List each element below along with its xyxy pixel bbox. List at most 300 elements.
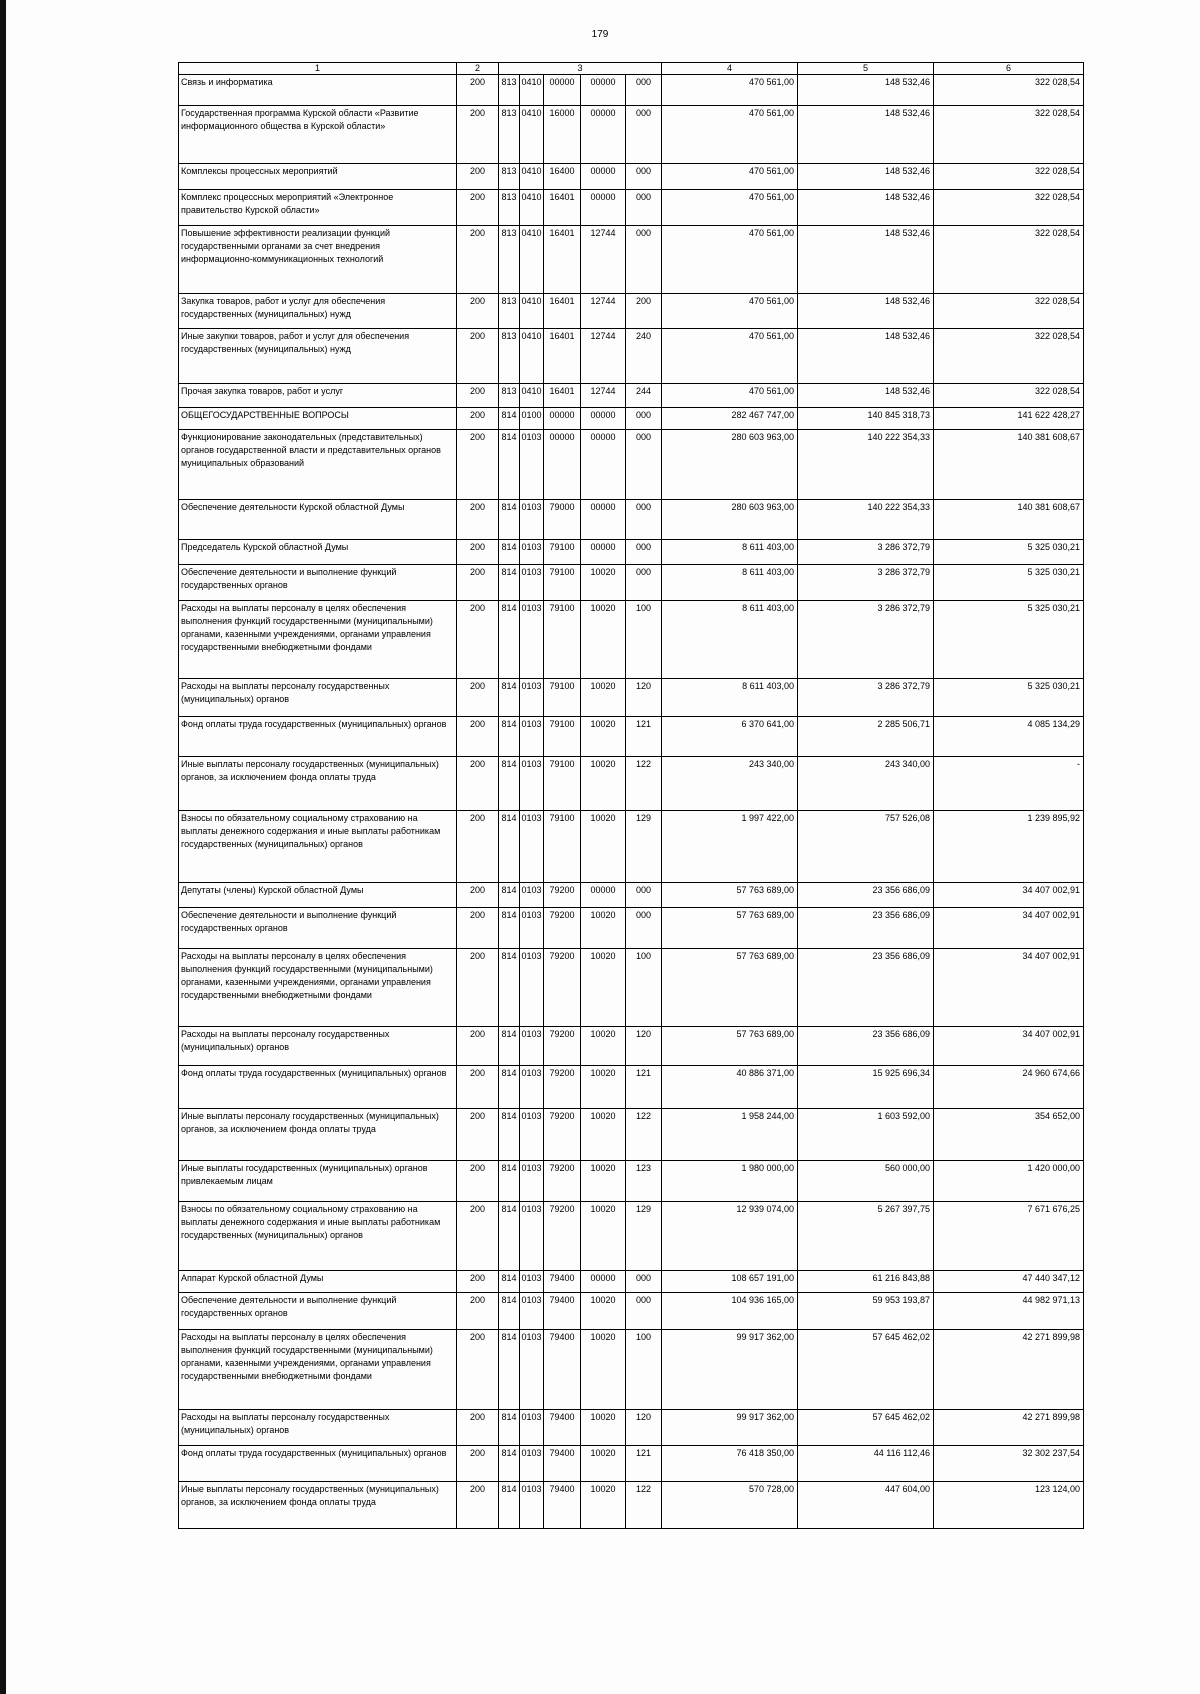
admin-code: 814 [499,1066,520,1109]
approved-amount: 99 917 362,00 [662,1330,798,1410]
executed-amount: 2 285 506,71 [798,717,934,757]
expense-type-code: 000 [626,540,662,565]
program-code: 79400 [544,1293,581,1330]
table-row [179,1446,1084,1482]
program-code: 16400 [544,164,581,190]
approved-amount: 1 980 000,00 [662,1161,798,1202]
line-code: 200 [457,106,499,164]
expense-type-code: 100 [626,949,662,1027]
line-code: 200 [457,540,499,565]
direction-code: 10020 [581,1027,626,1066]
section-code: 0103 [520,811,544,883]
direction-code: 10020 [581,949,626,1027]
unexecuted-amount: - [934,757,1084,811]
program-code: 79100 [544,717,581,757]
program-code: 16401 [544,329,581,384]
direction-code: 00000 [581,190,626,226]
direction-code: 10020 [581,1293,626,1330]
admin-code: 814 [499,757,520,811]
unexecuted-amount: 47 440 347,12 [934,1271,1084,1293]
table-row [179,500,1084,540]
table-row [179,106,1084,164]
executed-amount: 148 532,46 [798,294,934,329]
table-body [179,75,1084,1529]
line-code: 200 [457,408,499,430]
section-code: 0103 [520,1109,544,1161]
expense-type-code: 121 [626,1066,662,1109]
expense-type-code: 244 [626,384,662,408]
table-row [179,1293,1084,1330]
admin-code: 814 [499,908,520,949]
unexecuted-amount: 322 028,54 [934,329,1084,384]
unexecuted-amount: 32 302 237,54 [934,1446,1084,1482]
approved-amount: 99 917 362,00 [662,1410,798,1446]
admin-code: 814 [499,1410,520,1446]
table-row [179,811,1084,883]
admin-code: 814 [499,601,520,679]
admin-code: 814 [499,1293,520,1330]
table-row [179,329,1084,384]
expense-type-code: 122 [626,1109,662,1161]
expense-type-code: 100 [626,1330,662,1410]
row-description: Расходы на выплаты персоналу государственных (муниципальных) органов [179,1027,457,1066]
section-code: 0103 [520,1482,544,1529]
admin-code: 814 [499,408,520,430]
program-code: 79200 [544,1161,581,1202]
approved-amount: 12 939 074,00 [662,1202,798,1271]
unexecuted-amount: 34 407 002,91 [934,908,1084,949]
unexecuted-amount: 5 325 030,21 [934,601,1084,679]
program-code: 16401 [544,294,581,329]
unexecuted-amount: 322 028,54 [934,226,1084,294]
line-code: 200 [457,164,499,190]
row-description: Взносы по обязательному социальному страхованию на выплаты денежного содержания и иные выплаты работникам государственных (муниципальных) органов [179,811,457,883]
expense-type-code: 000 [626,1271,662,1293]
line-code: 200 [457,329,499,384]
approved-amount: 1 958 244,00 [662,1109,798,1161]
unexecuted-amount: 322 028,54 [934,164,1084,190]
row-description: Расходы на выплаты персоналу в целях обеспечения выполнения функций государственными (муниципальными) органами, казенными учреждениями, органами управления государственными внебюджетными фондами [179,601,457,679]
section-code: 0103 [520,540,544,565]
row-description: Фонд оплаты труда государственных (муниципальных) органов [179,1446,457,1482]
table-row [179,430,1084,500]
table-row [179,565,1084,601]
unexecuted-amount: 1 239 895,92 [934,811,1084,883]
direction-code: 00000 [581,75,626,106]
program-code: 79100 [544,757,581,811]
admin-code: 813 [499,75,520,106]
admin-code: 814 [499,430,520,500]
row-description: Закупка товаров, работ и услуг для обеспечения государственных (муниципальных) нужд [179,294,457,329]
line-code: 200 [457,717,499,757]
row-description: Иные выплаты персоналу государственных (муниципальных) органов, за исключением фонда оплаты труда [179,1109,457,1161]
approved-amount: 280 603 963,00 [662,430,798,500]
approved-amount: 470 561,00 [662,106,798,164]
admin-code: 814 [499,1271,520,1293]
unexecuted-amount: 322 028,54 [934,190,1084,226]
admin-code: 813 [499,106,520,164]
admin-code: 813 [499,226,520,294]
table-row [179,408,1084,430]
direction-code: 10020 [581,1482,626,1529]
table-row [179,384,1084,408]
row-description: Расходы на выплаты персоналу государственных (муниципальных) органов [179,679,457,717]
direction-code: 10020 [581,1410,626,1446]
section-code: 0410 [520,294,544,329]
row-description: Расходы на выплаты персоналу в целях обеспечения выполнения функций государственными (муниципальными) органами, казенными учреждениями, органами управления государственными внебюджетными фондами [179,1330,457,1410]
approved-amount: 470 561,00 [662,190,798,226]
expense-type-code: 000 [626,164,662,190]
row-description: Иные выплаты государственных (муниципальных) органов привлекаемым лицам [179,1161,457,1202]
executed-amount: 57 645 462,02 [798,1330,934,1410]
executed-amount: 757 526,08 [798,811,934,883]
unexecuted-amount: 5 325 030,21 [934,540,1084,565]
direction-code: 10020 [581,1446,626,1482]
section-code: 0410 [520,226,544,294]
unexecuted-amount: 140 381 608,67 [934,500,1084,540]
approved-amount: 104 936 165,00 [662,1293,798,1330]
expense-type-code: 240 [626,329,662,384]
program-code: 79200 [544,1027,581,1066]
line-code: 200 [457,1482,499,1529]
admin-code: 814 [499,500,520,540]
expense-type-code: 129 [626,1202,662,1271]
unexecuted-amount: 34 407 002,91 [934,949,1084,1027]
header-row [179,63,1084,75]
admin-code: 814 [499,811,520,883]
line-code: 200 [457,430,499,500]
expense-type-code: 000 [626,75,662,106]
unexecuted-amount: 42 271 899,98 [934,1410,1084,1446]
program-code: 79100 [544,565,581,601]
expense-type-code: 129 [626,811,662,883]
line-code: 200 [457,500,499,540]
approved-amount: 570 728,00 [662,1482,798,1529]
expense-type-code: 120 [626,1027,662,1066]
admin-code: 814 [499,565,520,601]
executed-amount: 140 222 354,33 [798,500,934,540]
program-code: 79200 [544,908,581,949]
approved-amount: 8 611 403,00 [662,565,798,601]
executed-amount: 23 356 686,09 [798,883,934,908]
program-code: 79400 [544,1446,581,1482]
row-description: Функционирование законодательных (представительных) органов государственной власти и представительных органов муниципальных образований [179,430,457,500]
line-code: 200 [457,565,499,601]
section-code: 0103 [520,1410,544,1446]
direction-code: 00000 [581,430,626,500]
approved-amount: 470 561,00 [662,294,798,329]
section-code: 0410 [520,329,544,384]
unexecuted-amount: 322 028,54 [934,75,1084,106]
executed-amount: 148 532,46 [798,106,934,164]
table-row [179,1109,1084,1161]
admin-code: 814 [499,1161,520,1202]
executed-amount: 148 532,46 [798,164,934,190]
direction-code: 10020 [581,1161,626,1202]
expense-type-code: 000 [626,190,662,226]
row-description: Обеспечение деятельности Курской областной Думы [179,500,457,540]
executed-amount: 5 267 397,75 [798,1202,934,1271]
executed-amount: 447 604,00 [798,1482,934,1529]
table-row [179,1410,1084,1446]
admin-code: 813 [499,164,520,190]
section-code: 0103 [520,1202,544,1271]
section-code: 0103 [520,1066,544,1109]
program-code: 79200 [544,1109,581,1161]
program-code: 00000 [544,75,581,106]
executed-amount: 23 356 686,09 [798,908,934,949]
line-code: 200 [457,75,499,106]
approved-amount: 280 603 963,00 [662,500,798,540]
table-row [179,294,1084,329]
row-description: Аппарат Курской областной Думы [179,1271,457,1293]
row-description: Обеспечение деятельности и выполнение функций государственных органов [179,1293,457,1330]
header-col-2: 2 [457,63,499,75]
direction-code: 00000 [581,164,626,190]
program-code: 79200 [544,1066,581,1109]
approved-amount: 470 561,00 [662,75,798,106]
direction-code: 10020 [581,1202,626,1271]
table-row [179,1066,1084,1109]
unexecuted-amount: 322 028,54 [934,106,1084,164]
executed-amount: 3 286 372,79 [798,540,934,565]
unexecuted-amount: 5 325 030,21 [934,565,1084,601]
unexecuted-amount: 141 622 428,27 [934,408,1084,430]
direction-code: 12744 [581,329,626,384]
direction-code: 10020 [581,1109,626,1161]
direction-code: 10020 [581,811,626,883]
table-row [179,679,1084,717]
line-code: 200 [457,1271,499,1293]
budget-table [178,62,1084,1529]
section-code: 0100 [520,408,544,430]
executed-amount: 148 532,46 [798,190,934,226]
line-code: 200 [457,1109,499,1161]
executed-amount: 148 532,46 [798,384,934,408]
direction-code: 10020 [581,1330,626,1410]
unexecuted-amount: 140 381 608,67 [934,430,1084,500]
table-row [179,908,1084,949]
line-code: 200 [457,384,499,408]
expense-type-code: 000 [626,1293,662,1330]
table-row [179,757,1084,811]
section-code: 0103 [520,1446,544,1482]
section-code: 0103 [520,717,544,757]
unexecuted-amount: 4 085 134,29 [934,717,1084,757]
direction-code: 00000 [581,106,626,164]
direction-code: 10020 [581,565,626,601]
table-row [179,1271,1084,1293]
executed-amount: 140 845 318,73 [798,408,934,430]
page-number: 179 [591,29,609,40]
approved-amount: 40 886 371,00 [662,1066,798,1109]
row-description: Обеспечение деятельности и выполнение функций государственных органов [179,565,457,601]
executed-amount: 243 340,00 [798,757,934,811]
program-code: 79400 [544,1271,581,1293]
approved-amount: 470 561,00 [662,329,798,384]
approved-amount: 108 657 191,00 [662,1271,798,1293]
expense-type-code: 000 [626,883,662,908]
approved-amount: 57 763 689,00 [662,949,798,1027]
admin-code: 814 [499,1202,520,1271]
executed-amount: 61 216 843,88 [798,1271,934,1293]
program-code: 00000 [544,408,581,430]
approved-amount: 1 997 422,00 [662,811,798,883]
table-row [179,883,1084,908]
section-code: 0103 [520,1330,544,1410]
unexecuted-amount: 5 325 030,21 [934,679,1084,717]
section-code: 0410 [520,75,544,106]
line-code: 200 [457,757,499,811]
line-code: 200 [457,1027,499,1066]
program-code: 79100 [544,540,581,565]
admin-code: 814 [499,1330,520,1410]
row-description: Депутаты (члены) Курской областной Думы [179,883,457,908]
admin-code: 814 [499,540,520,565]
header-col-4: 4 [662,63,798,75]
section-code: 0103 [520,1161,544,1202]
approved-amount: 243 340,00 [662,757,798,811]
program-code: 00000 [544,430,581,500]
header-col-6: 6 [934,63,1084,75]
executed-amount: 44 116 112,46 [798,1446,934,1482]
table-row [179,1027,1084,1066]
admin-code: 814 [499,1109,520,1161]
row-description: Иные выплаты персоналу государственных (муниципальных) органов, за исключением фонда оплаты труда [179,1482,457,1529]
admin-code: 814 [499,1446,520,1482]
unexecuted-amount: 1 420 000,00 [934,1161,1084,1202]
admin-code: 814 [499,949,520,1027]
direction-code: 00000 [581,883,626,908]
direction-code: 10020 [581,717,626,757]
direction-code: 00000 [581,500,626,540]
executed-amount: 1 603 592,00 [798,1109,934,1161]
table-row [179,717,1084,757]
executed-amount: 57 645 462,02 [798,1410,934,1446]
line-code: 200 [457,811,499,883]
section-code: 0103 [520,908,544,949]
unexecuted-amount: 123 124,00 [934,1482,1084,1529]
scan-edge-bar [0,0,6,1694]
expense-type-code: 000 [626,408,662,430]
executed-amount: 3 286 372,79 [798,679,934,717]
expense-type-code: 200 [626,294,662,329]
row-description: Расходы на выплаты персоналу государственных (муниципальных) органов [179,1410,457,1446]
expense-type-code: 122 [626,1482,662,1529]
unexecuted-amount: 44 982 971,13 [934,1293,1084,1330]
expense-type-code: 000 [626,226,662,294]
row-description: Расходы на выплаты персоналу в целях обеспечения выполнения функций государственными (муниципальными) органами, казенными учреждениями, органами управления государственными внебюджетными фондами [179,949,457,1027]
section-code: 0410 [520,190,544,226]
executed-amount: 23 356 686,09 [798,1027,934,1066]
admin-code: 814 [499,717,520,757]
row-description: Обеспечение деятельности и выполнение функций государственных органов [179,908,457,949]
row-description: Иные закупки товаров, работ и услуг для обеспечения государственных (муниципальных) нужд [179,329,457,384]
program-code: 79200 [544,1202,581,1271]
program-code: 16401 [544,190,581,226]
direction-code: 12744 [581,384,626,408]
executed-amount: 3 286 372,79 [798,601,934,679]
table-row [179,1482,1084,1529]
table-row [179,949,1084,1027]
expense-type-code: 121 [626,1446,662,1482]
row-description: Комплекс процессных мероприятий «Электронное правительство Курской области» [179,190,457,226]
admin-code: 813 [499,329,520,384]
expense-type-code: 120 [626,1410,662,1446]
section-code: 0103 [520,601,544,679]
section-code: 0410 [520,164,544,190]
row-description: Фонд оплаты труда государственных (муниципальных) органов [179,1066,457,1109]
unexecuted-amount: 322 028,54 [934,384,1084,408]
approved-amount: 57 763 689,00 [662,883,798,908]
approved-amount: 282 467 747,00 [662,408,798,430]
executed-amount: 59 953 193,87 [798,1293,934,1330]
unexecuted-amount: 7 671 676,25 [934,1202,1084,1271]
approved-amount: 76 418 350,00 [662,1446,798,1482]
expense-type-code: 000 [626,908,662,949]
line-code: 200 [457,908,499,949]
line-code: 200 [457,1410,499,1446]
admin-code: 813 [499,384,520,408]
expense-type-code: 122 [626,757,662,811]
program-code: 79200 [544,883,581,908]
line-code: 200 [457,1066,499,1109]
row-description: Связь и информатика [179,75,457,106]
approved-amount: 8 611 403,00 [662,679,798,717]
line-code: 200 [457,1446,499,1482]
admin-code: 814 [499,679,520,717]
program-code: 16401 [544,226,581,294]
admin-code: 813 [499,190,520,226]
approved-amount: 57 763 689,00 [662,908,798,949]
approved-amount: 470 561,00 [662,384,798,408]
direction-code: 10020 [581,601,626,679]
section-code: 0103 [520,1271,544,1293]
program-code: 79000 [544,500,581,540]
line-code: 200 [457,1202,499,1271]
executed-amount: 23 356 686,09 [798,949,934,1027]
line-code: 200 [457,1330,499,1410]
row-description: Комплексы процессных мероприятий [179,164,457,190]
expense-type-code: 123 [626,1161,662,1202]
admin-code: 813 [499,294,520,329]
executed-amount: 3 286 372,79 [798,565,934,601]
table-row [179,75,1084,106]
direction-code: 00000 [581,540,626,565]
approved-amount: 470 561,00 [662,164,798,190]
line-code: 200 [457,294,499,329]
unexecuted-amount: 322 028,54 [934,294,1084,329]
line-code: 200 [457,601,499,679]
row-description: Иные выплаты персоналу государственных (муниципальных) органов, за исключением фонда оплаты труда [179,757,457,811]
table-row [179,540,1084,565]
line-code: 200 [457,883,499,908]
executed-amount: 148 532,46 [798,329,934,384]
program-code: 16000 [544,106,581,164]
direction-code: 10020 [581,908,626,949]
line-code: 200 [457,190,499,226]
direction-code: 10020 [581,1066,626,1109]
section-code: 0103 [520,430,544,500]
direction-code: 12744 [581,226,626,294]
header-col-3: 3 [499,63,662,75]
section-code: 0103 [520,1027,544,1066]
program-code: 79400 [544,1410,581,1446]
table-row [179,164,1084,190]
row-description: Повышение эффективности реализации функций государственными органами за счет внедрения информационно-коммуникационных технологий [179,226,457,294]
admin-code: 814 [499,883,520,908]
row-description: Председатель Курской областной Думы [179,540,457,565]
